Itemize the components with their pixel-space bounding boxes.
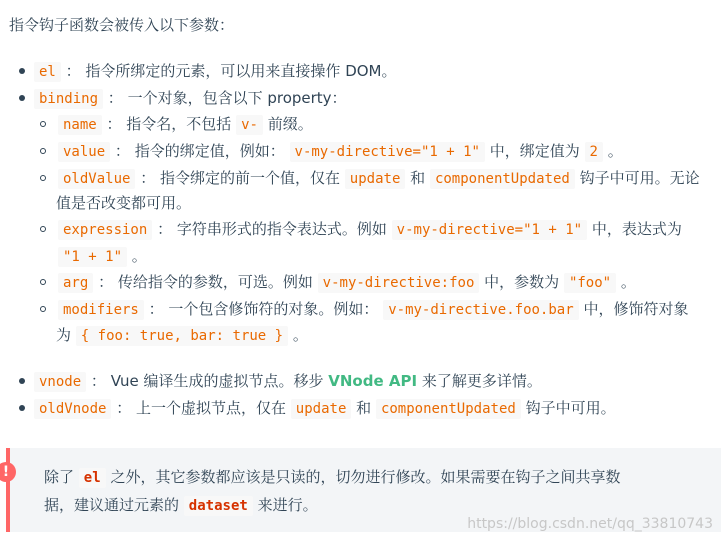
list-item-oldvnode: oldVnode ： 上一个虚拟节点，仅在 update 和 componentUpdated 钩子中可用。 [34,395,616,422]
intro-text: 指令钩子函数会被传入以下参数： [9,16,235,34]
code-vnode: vnode [34,372,86,392]
tip-text: 除了 el 之外，其它参数都应该是只读的，切勿进行修改。如果需要在钩子之间共享数 据，建议通过元素的 dataset 来进行。 [44,468,621,514]
code-example: v-my-directive:foo [318,273,480,293]
code-el: el [34,62,61,82]
binding-desc: 一个对象，包含以下 property： [127,89,347,107]
sub-bullet [40,306,46,312]
sub-bullet [40,148,46,154]
sub-bullet [40,121,46,127]
bullet [19,68,25,74]
code-expression: expression [58,220,152,240]
sub-bullet [40,226,46,232]
code-example: v-my-directive="1 + 1" [290,142,485,162]
list-item-el: el ： 指令所绑定的元素，可以用来直接操作 DOM。 [34,58,397,85]
code-result: { foo: true, bar: true } [76,326,288,346]
code-update: update [345,169,406,189]
code-componentupdated: componentUpdated [430,169,575,189]
el-desc: 指令所绑定的元素，可以用来直接操作 DOM。 [85,62,397,80]
oldvalue-line2: 值是否改变都可用。 [56,194,192,212]
list-item-name: name ： 指令名，不包括 v- 前缀。 [58,111,313,138]
code-update: update [291,399,352,419]
code-result: "foo" [564,273,616,293]
vnode-api-link[interactable]: VNode API [328,372,418,390]
list-item-oldvalue: oldValue ： 指令绑定的前一个值，仅在 update 和 componentUpdated 钩子中可用。无论 [58,165,700,192]
code-componentupdated: componentUpdated [376,399,521,419]
code-result: 2 [585,142,603,162]
code-dataset: dataset [184,496,253,516]
code-value: value [58,142,110,162]
code-name: name [58,115,102,135]
list-item-value: value ： 指令的绑定值，例如： v-my-directive="1 + 1" 中，绑定值为 2 。 [58,138,623,165]
code-example: v-my-directive="1 + 1" [392,220,587,240]
code-oldvalue: oldValue [58,169,135,189]
list-item-arg: arg ： 传给指令的参数，可选。例如 v-my-directive:foo 中，参数为 "foo" 。 [58,269,636,296]
watermark: https://blog.csdn.net/qq_33810743 [467,516,713,532]
sub-bullet [40,175,46,181]
sub-bullet [40,279,46,285]
bullet [19,95,25,101]
modifiers-line2: 为 { foo: true, bar: true } 。 [56,326,308,344]
code-arg: arg [58,273,93,293]
list-item-vnode: vnode ： Vue 编译生成的虚拟节点。移步 VNode API 来了解更多详情。 [34,368,542,395]
code-oldvnode: oldVnode [34,399,111,419]
bullet [19,378,25,384]
code-prefix: v- [236,115,263,135]
code-binding: binding [34,89,103,109]
code-el: el [79,468,106,488]
list-item-modifiers: modifiers ： 一个包含修饰符的对象。例如： v-my-directive.foo.bar 中，修饰符对象 [58,296,688,323]
list-item-binding: binding ： 一个对象，包含以下 property： [34,85,347,112]
bullet [19,405,25,411]
code-example: v-my-directive.foo.bar [383,300,578,320]
code-modifiers: modifiers [58,300,144,320]
exclamation-icon: ! [0,462,16,482]
expression-line2: "1 + 1" 。 [58,243,147,270]
list-item-expression: expression ： 字符串形式的指令表达式。例如 v-my-directive="1 + 1" 中，表达式为 [58,216,682,243]
code-result: "1 + 1" [58,247,127,267]
